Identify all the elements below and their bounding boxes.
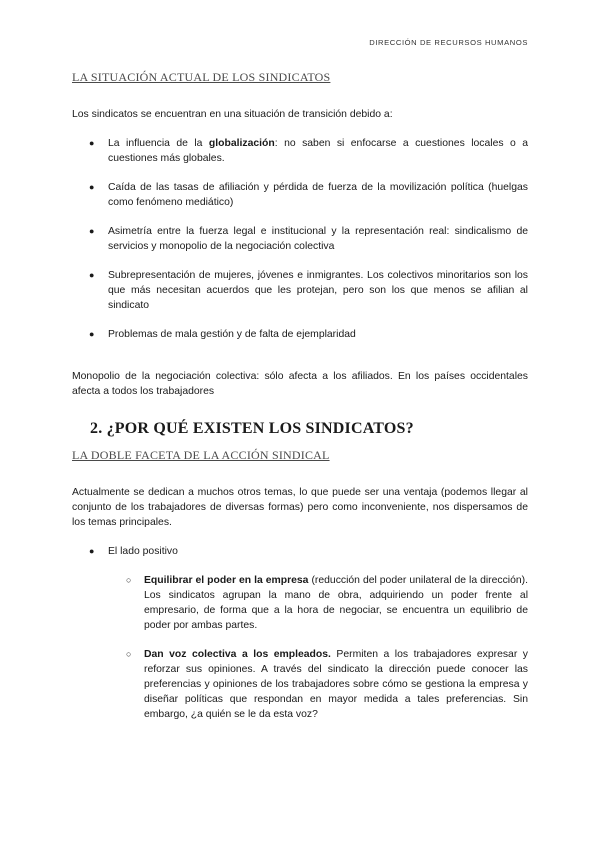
section-title-current-situation: LA SITUACIÓN ACTUAL DE LOS SINDICATOS xyxy=(72,70,331,84)
bullet-icon: ● xyxy=(89,270,95,280)
situation-bullet-list xyxy=(72,136,528,342)
list-item: ● El lado positivo xyxy=(89,546,178,557)
section-heading-why-unions: 2. ¿POR QUÉ EXISTEN LOS SINDICATOS? xyxy=(90,420,414,437)
running-header: DIRECCIÓN DE RECURSOS HUMANOS xyxy=(369,38,528,47)
facet-bullet-list xyxy=(72,544,528,559)
list-item: ● Caída de las tasas de afiliación y pérdida de fuerza de la movilización política (huelgas como fenómeno mediático) xyxy=(89,182,528,208)
list-item: ● La influencia de la globalización: no saben si enfocarse a cuestiones locales o a cuestiones más globales. xyxy=(89,138,529,164)
sub-list-item: ○ Equilibrar el poder en la empresa (reducción del poder unilateral de la dirección). Los sindicatos agrupan la mano de obra, adquiriendo un poder frente al empresario, de forma que a la hora de negociar, se encuentra un equilibrio de poder por ambas partes. xyxy=(126,575,529,631)
sub-list-item: ○ Dan voz colectiva a los empleados. Permiten a los trabajadores expresar y reforzar sus opiniones. A través del sindicato la dirección puede conocer las preferencias y opiniones de los trabajadores sobre cómo se gestiona la empresa y diseñar políticas que respondan en mayor medida a tales preferencias. Sin embargo, ¿a quién se le da esta voz? xyxy=(126,649,528,720)
bullet-icon: ● xyxy=(89,546,95,556)
globalization-term: globalización xyxy=(208,138,275,149)
list-item: ● Problemas de mala gestión y de falta de ejemplaridad xyxy=(89,329,356,340)
section1-closing: Monopolio de la negociación colectiva: sólo afecta a los afiliados. En los países occidentales afecta a todos los trabajadores xyxy=(72,371,528,397)
sub-item-title: Equilibrar el poder en la empresa xyxy=(144,575,309,586)
list-item: ● Subrepresentación de mujeres, jóvenes e inmigrantes. Los colectivos minoritarios son los que más necesitan acuerdos que les protejan, pero son los que menos se afilian al sindicato xyxy=(89,270,528,311)
bullet-icon: ● xyxy=(89,226,95,236)
sub-item-title: Dan voz colectiva a los empleados. xyxy=(144,649,331,660)
hollow-bullet-icon: ○ xyxy=(126,649,132,659)
section-title-dual-facet: LA DOBLE FACETA DE LA ACCIÓN SINDICAL xyxy=(72,448,330,462)
list-item: ● Asimetría entre la fuerza legal e institucional y la representación real: sindicalismo de servicios y monopolio de la negociación colectiva xyxy=(89,226,528,252)
section1-intro: Los sindicatos se encuentran en una situación de transición debido a: xyxy=(72,109,393,120)
bullet-icon: ● xyxy=(89,138,95,148)
document-page xyxy=(72,70,528,722)
section2-intro: Actualmente se dedican a muchos otros temas, lo que puede ser una ventaja (podemos llegar al conjunto de los trabajadores de diversas formas) pero como inconveniente, nos dispersamos de los temas principales. xyxy=(72,487,528,528)
bullet-icon: ● xyxy=(89,182,95,192)
hollow-bullet-icon: ○ xyxy=(126,575,132,585)
bullet-icon: ● xyxy=(89,329,95,339)
